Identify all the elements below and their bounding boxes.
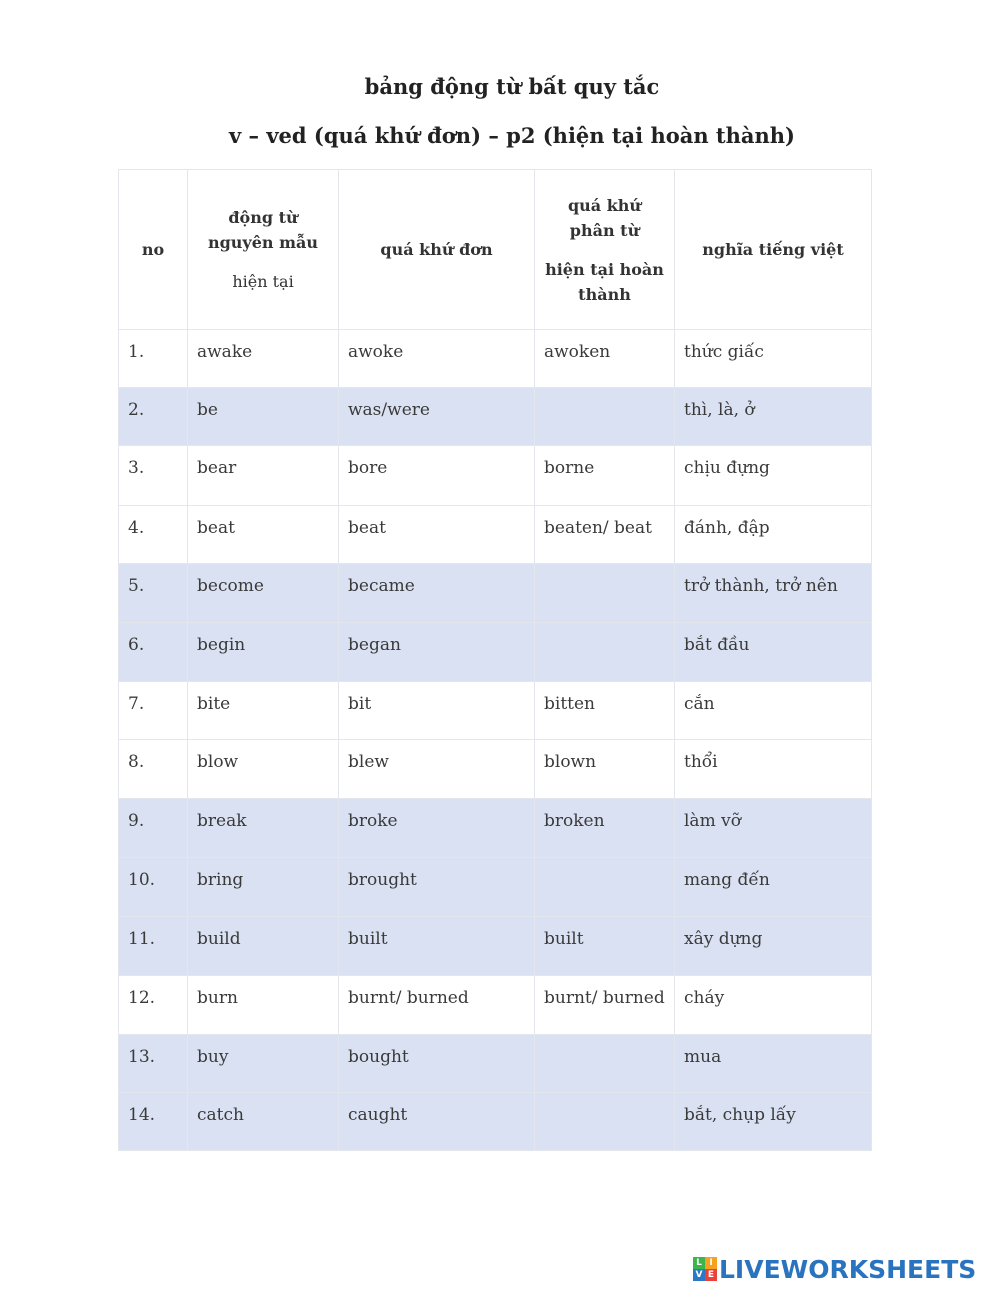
meaning: làm vỡ bbox=[675, 799, 872, 858]
header-participle-line1: quá khứ bbox=[567, 195, 642, 215]
past-participle: built bbox=[535, 917, 675, 976]
base-form: awake bbox=[188, 330, 339, 388]
past-simple: began bbox=[339, 623, 535, 682]
meaning: thức giấc bbox=[675, 330, 872, 388]
table-row bbox=[119, 1035, 872, 1093]
past-participle bbox=[535, 388, 675, 446]
past-simple: bore bbox=[339, 446, 535, 506]
base-form: become bbox=[188, 564, 339, 623]
logo-mark-icon bbox=[693, 1257, 717, 1281]
header-participle-line2: phân từ bbox=[569, 220, 640, 240]
meaning: thì, là, ở bbox=[675, 388, 872, 446]
base-form: build bbox=[188, 917, 339, 976]
table-row bbox=[119, 623, 872, 682]
row-number: 2. bbox=[119, 388, 188, 446]
header-no: no bbox=[119, 170, 188, 330]
meaning: mang đến bbox=[675, 858, 872, 917]
past-participle bbox=[535, 858, 675, 917]
row-number: 12. bbox=[119, 976, 188, 1035]
table-row bbox=[119, 917, 872, 976]
base-form: buy bbox=[188, 1035, 339, 1093]
header-participle-sub1: hiện tại hoàn bbox=[545, 259, 664, 279]
table-row bbox=[119, 506, 872, 564]
past-simple: bit bbox=[339, 682, 535, 740]
header-participle-sub2: thành bbox=[578, 284, 631, 304]
header-meaning: nghĩa tiếng việt bbox=[675, 170, 872, 330]
meaning: xây dựng bbox=[675, 917, 872, 976]
table-row bbox=[119, 976, 872, 1035]
row-number: 8. bbox=[119, 740, 188, 799]
base-form: blow bbox=[188, 740, 339, 799]
meaning: cắn bbox=[675, 682, 872, 740]
page-subtitle: v – ved (quá khứ đơn) – p2 (hiện tại hoàn thành) bbox=[229, 123, 795, 148]
meaning: thổi bbox=[675, 740, 872, 799]
header-base-form bbox=[188, 170, 339, 330]
logo-mark-letter: I bbox=[705, 1257, 717, 1269]
row-number: 7. bbox=[119, 682, 188, 740]
table-row bbox=[119, 858, 872, 917]
table-row bbox=[119, 564, 872, 623]
row-number: 14. bbox=[119, 1093, 188, 1151]
table-row bbox=[119, 799, 872, 858]
meaning: bắt, chụp lấy bbox=[675, 1093, 872, 1151]
past-simple: caught bbox=[339, 1093, 535, 1151]
row-number: 4. bbox=[119, 506, 188, 564]
row-number: 11. bbox=[119, 917, 188, 976]
table-row bbox=[119, 682, 872, 740]
row-number: 1. bbox=[119, 330, 188, 388]
base-form: catch bbox=[188, 1093, 339, 1151]
past-simple: burnt/ burned bbox=[339, 976, 535, 1035]
logo-mark-letter: E bbox=[705, 1269, 717, 1281]
past-participle bbox=[535, 1093, 675, 1151]
base-form: be bbox=[188, 388, 339, 446]
meaning: chịu đựng bbox=[675, 446, 872, 506]
past-simple: brought bbox=[339, 858, 535, 917]
table-row bbox=[119, 1093, 872, 1151]
base-form: bring bbox=[188, 858, 339, 917]
meaning: mua bbox=[675, 1035, 872, 1093]
header-base-line2: nguyên mẫu bbox=[207, 233, 319, 252]
logo-text: LIVEWORKSHEETS bbox=[719, 1254, 977, 1284]
past-simple: broke bbox=[339, 799, 535, 858]
page-title: bảng động từ bất quy tắc bbox=[364, 74, 660, 99]
past-simple: was/were bbox=[339, 388, 535, 446]
header-base-sub: hiện tại bbox=[232, 272, 294, 291]
base-form: begin bbox=[188, 623, 339, 682]
table-row bbox=[119, 740, 872, 799]
base-form: bite bbox=[188, 682, 339, 740]
row-number: 3. bbox=[119, 446, 188, 506]
meaning: cháy bbox=[675, 976, 872, 1035]
header-past-simple: quá khứ đơn bbox=[339, 170, 535, 330]
past-participle bbox=[535, 564, 675, 623]
meaning: đánh, đập bbox=[675, 506, 872, 564]
logo-mark-letter: L bbox=[693, 1257, 705, 1269]
row-number: 10. bbox=[119, 858, 188, 917]
meaning: bắt đầu bbox=[675, 623, 872, 682]
table-header-row bbox=[119, 170, 872, 330]
table-row bbox=[119, 330, 872, 388]
liveworksheets-logo[interactable] bbox=[693, 1254, 976, 1284]
past-participle bbox=[535, 623, 675, 682]
past-participle: burnt/ burned bbox=[535, 976, 675, 1035]
past-participle: awoken bbox=[535, 330, 675, 388]
past-participle bbox=[535, 1035, 675, 1093]
row-number: 5. bbox=[119, 564, 188, 623]
meaning: trở thành, trở nên bbox=[675, 564, 872, 623]
base-form: burn bbox=[188, 976, 339, 1035]
irregular-verbs-table bbox=[118, 169, 872, 1151]
past-simple: became bbox=[339, 564, 535, 623]
table-row bbox=[119, 388, 872, 446]
past-participle: broken bbox=[535, 799, 675, 858]
header-base-line1: động từ bbox=[228, 208, 298, 227]
past-participle: bitten bbox=[535, 682, 675, 740]
row-number: 13. bbox=[119, 1035, 188, 1093]
base-form: bear bbox=[188, 446, 339, 506]
past-participle: beaten/ beat bbox=[535, 506, 675, 564]
past-simple: awoke bbox=[339, 330, 535, 388]
past-simple: beat bbox=[339, 506, 535, 564]
past-simple: blew bbox=[339, 740, 535, 799]
past-participle: blown bbox=[535, 740, 675, 799]
base-form: break bbox=[188, 799, 339, 858]
table-row bbox=[119, 446, 872, 506]
row-number: 6. bbox=[119, 623, 188, 682]
past-participle: borne bbox=[535, 446, 675, 506]
row-number: 9. bbox=[119, 799, 188, 858]
past-simple: bought bbox=[339, 1035, 535, 1093]
past-simple: built bbox=[339, 917, 535, 976]
logo-mark-letter: V bbox=[693, 1269, 705, 1281]
base-form: beat bbox=[188, 506, 339, 564]
header-past-participle bbox=[535, 170, 675, 330]
